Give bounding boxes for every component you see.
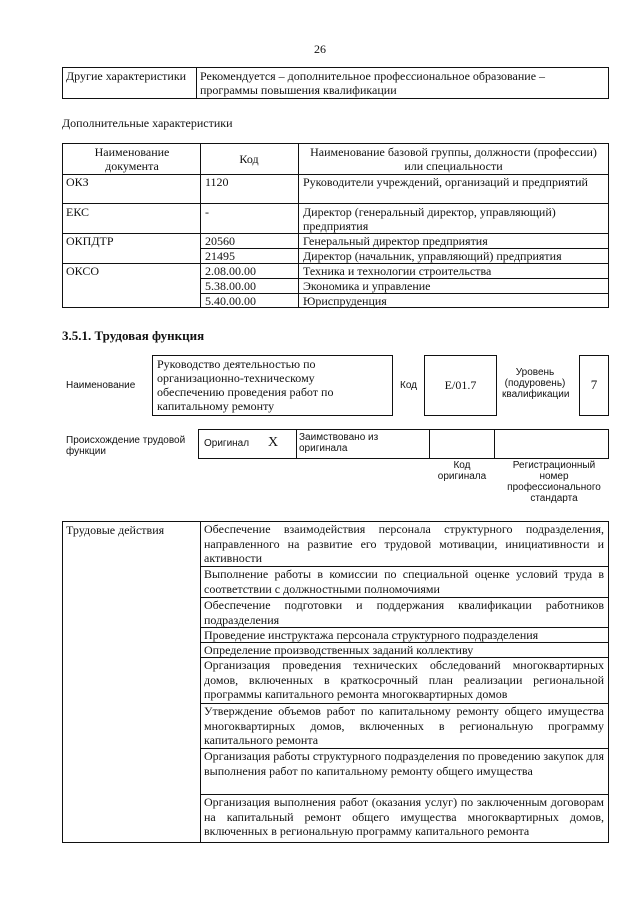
action-item: Организация проведения технических обследований многоквартирных домов, включенных в краткосрочный план реализации региональной программы капитального ремонта многоквартирных домов	[204, 658, 604, 701]
header-code: Код	[239, 152, 259, 166]
action-item: Обеспечение подготовки и поддержания квалификации работников подразделения	[204, 598, 604, 627]
row-code: 2.08.00.00	[205, 264, 256, 278]
borrowed-label: Заимствовано из оригинала	[299, 432, 379, 454]
level-label: Уровень (подуровень) квалификации	[502, 367, 570, 400]
row-doc: ОКЗ	[66, 175, 89, 189]
name-label: Наименование	[66, 380, 136, 391]
row-code: 20560	[205, 234, 235, 248]
page-number: 26	[314, 42, 326, 56]
row-name: Директор (начальник, управляющий) предприятия	[303, 249, 562, 263]
row-code: 21495	[205, 249, 235, 263]
action-item: Выполнение работы в комиссии по специальной оценке условий труда в соответствии с должностными полномочиями	[204, 567, 604, 596]
row-code: 5.38.00.00	[205, 279, 256, 293]
reg-number-caption: Регистрационный номер профессионального стандарта	[507, 460, 601, 504]
row-name: Техника и технологии строительства	[303, 264, 492, 278]
action-item: Утверждение объемов работ по капитальному ремонту общего имущества многоквартирных домов, включенных в региональную программу капитального ремонта	[204, 704, 604, 747]
row-code: 5.40.00.00	[205, 294, 256, 308]
other-characteristics-value: Рекомендуется – дополнительное профессиональное образование – программы повышения квалификации	[200, 69, 546, 97]
action-item: Обеспечение взаимодействия персонала структурного подразделения, направленного на развитие его трудовой мотивации, инициативности и активности	[204, 522, 604, 565]
row-code: 1120	[205, 175, 229, 189]
row-name: Генеральный директор предприятия	[303, 234, 488, 248]
row-name: Юриспруденция	[303, 294, 387, 308]
action-item: Организация работы структурного подразделения по проведению закупок для выполнения работ по капитальному ремонту общего имущества	[204, 749, 604, 778]
original-mark: X	[268, 435, 279, 450]
additional-title: Дополнительные характеристики	[62, 116, 233, 130]
header-name: Наименование базовой группы, должности (профессии) или специальности	[310, 145, 597, 173]
row-doc: ОКПДТР	[66, 234, 114, 248]
other-characteristics-label: Другие характеристики	[66, 69, 187, 83]
name-value: Руководство деятельностью по организационно-техническому обеспечению проведения работ по капитальному ремонту	[157, 357, 334, 413]
function-heading: 3.5.1. Трудовая функция	[62, 328, 205, 343]
row-name: Экономика и управление	[303, 279, 431, 293]
row-name: Директор (генеральный директор, управляющий) предприятия	[303, 205, 556, 233]
original-label: Оригинал	[204, 438, 250, 449]
header-doc: Наименование документа	[94, 145, 170, 173]
labour-actions-label: Трудовые действия	[66, 523, 165, 537]
row-doc: ОКСО	[66, 264, 100, 278]
row-code: -	[205, 205, 209, 219]
original-code-caption: Код оригинала	[437, 460, 487, 482]
action-item: Организация выполнения работ (оказания услуг) по заключенным договорам на капитальный ремонт общего имущества многоквартирных домов, включенных в региональную программу капитального ремонта	[204, 795, 604, 838]
code-label: Код	[400, 380, 418, 391]
action-item: Определение производственных заданий коллективу	[204, 643, 474, 657]
level-value: 7	[590, 377, 598, 392]
code-value: E/01.7	[444, 378, 477, 392]
row-doc: ЕКС	[66, 205, 90, 219]
action-item: Проведение инструктажа персонала структурного подразделения	[204, 628, 539, 642]
origin-label: Происхождение трудовой функции	[66, 435, 186, 457]
row-name: Руководители учреждений, организаций и предприятий	[303, 175, 588, 189]
